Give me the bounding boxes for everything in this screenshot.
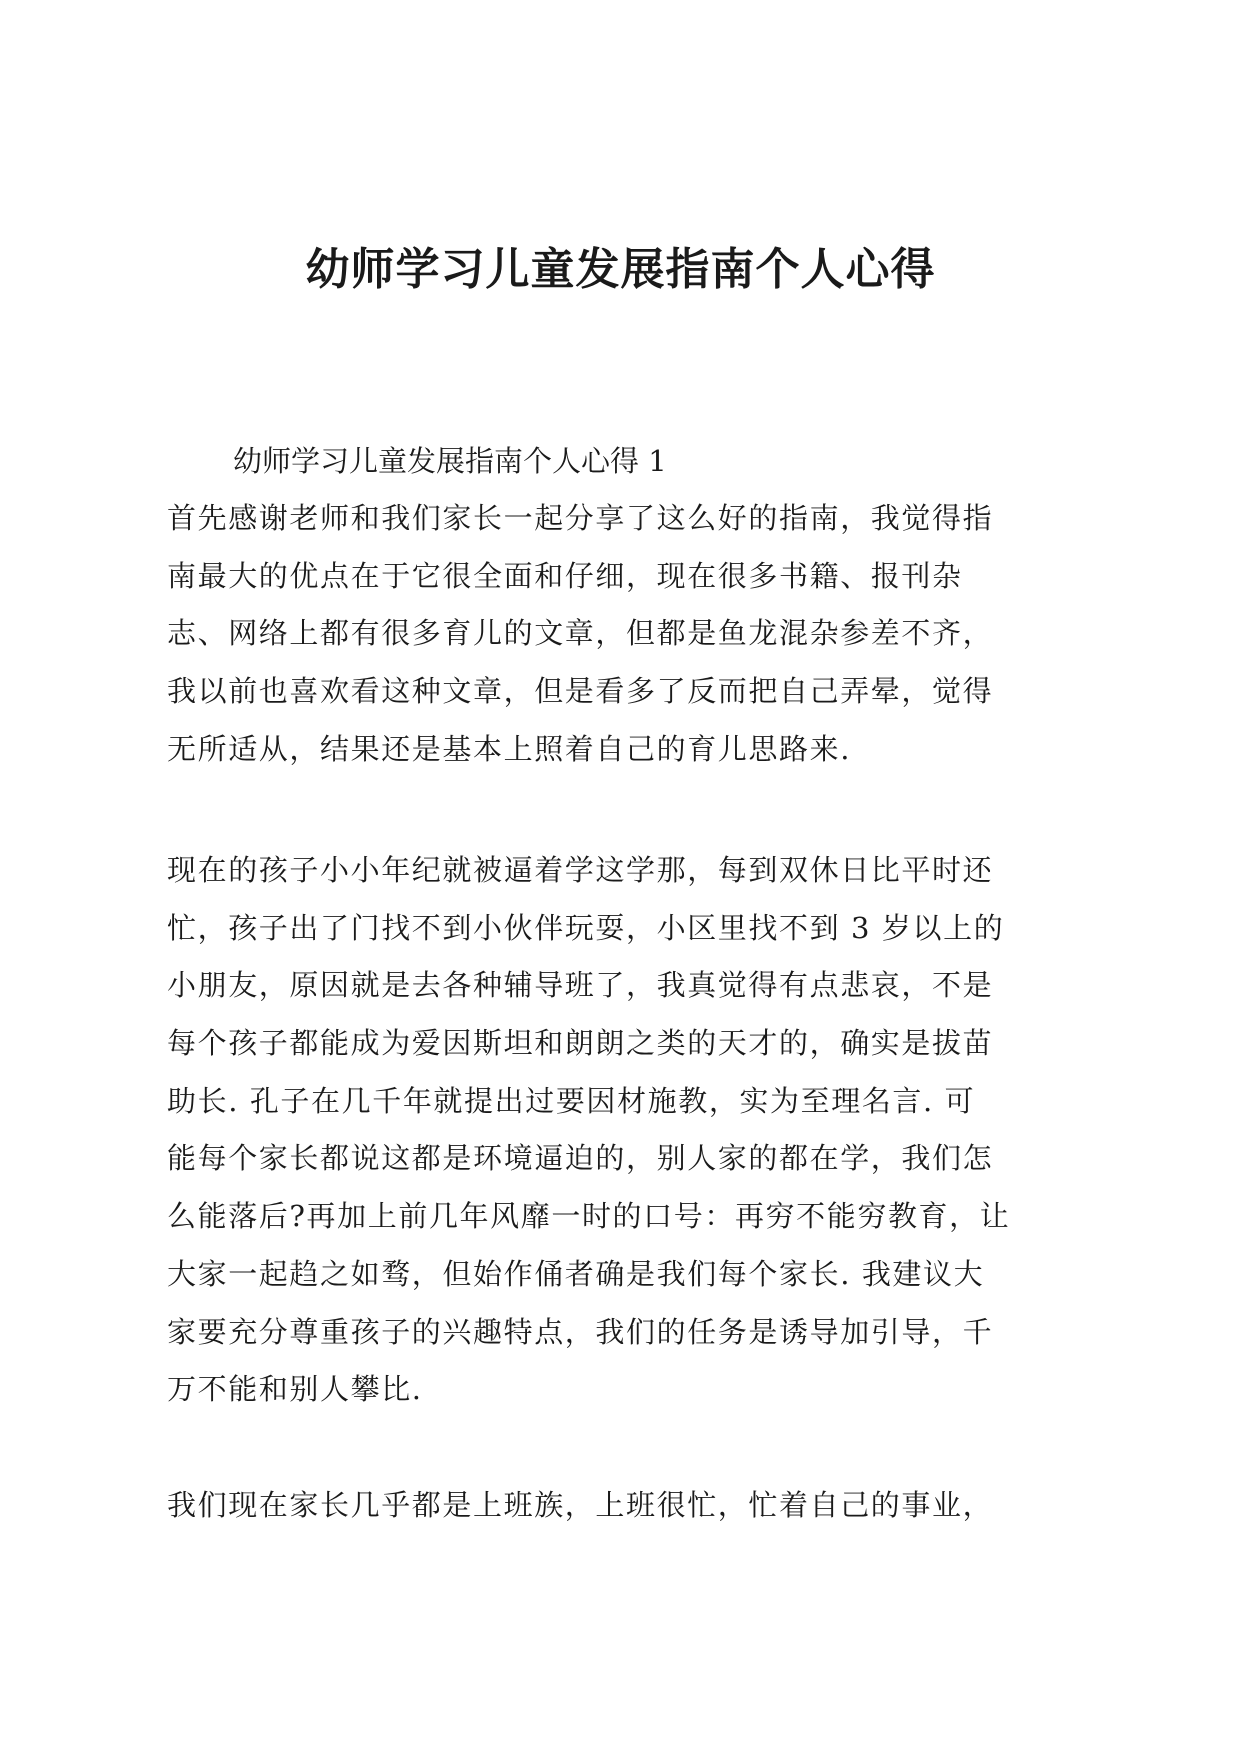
paragraph-line: 每个孩子都能成为爱因斯坦和朗朗之类的天才的，确实是拔苗 bbox=[167, 1026, 994, 1061]
document-title: 幼师学习儿童发展指南个人心得 bbox=[305, 244, 936, 295]
paragraph-line: 现在的孩子小小年纪就被逼着学这学那，每到双休日比平时还 bbox=[167, 853, 994, 887]
section-heading: 幼师学习儿童发展指南个人心得 1 bbox=[233, 444, 667, 478]
paragraph-1 bbox=[167, 490, 993, 778]
paragraph-line: 南最大的优点在于它很全面和仔细，现在很多书籍、报刊杂 bbox=[167, 558, 963, 593]
paragraph-line: 大家一起趋之如骛，但始作俑者确是我们每个家长. 我建议大 bbox=[167, 1256, 985, 1291]
paragraph-line: 首先感谢老师和我们家长一起分享了这么好的指南，我觉得指 bbox=[167, 501, 994, 535]
paragraph-line: 助长. 孔子在几千年就提出过要因材施教，实为至理名言. 可 bbox=[167, 1083, 976, 1118]
paragraph-line: 忙，孩子出了门找不到小伙伴玩耍，小区里找不到 3 岁以上的 bbox=[167, 910, 1005, 945]
paragraph-line: 万不能和别人攀比. bbox=[167, 1372, 423, 1407]
paragraph-line: 志、网络上都有很多育儿的文章，但都是鱼龙混杂参差不齐， bbox=[167, 616, 994, 651]
paragraph-line: 家要充分尊重孩子的兴趣特点，我们的任务是诱导加引导，千 bbox=[167, 1314, 994, 1349]
paragraph-line: 我们现在家长几乎都是上班族，上班很忙，忙着自己的事业， bbox=[167, 1488, 994, 1522]
paragraph-line: 小朋友，原因就是去各种辅导班了，我真觉得有点悲哀，不是 bbox=[167, 968, 994, 1003]
paragraph-line: 能每个家长都说这都是环境逼迫的，别人家的都在学，我们怎 bbox=[167, 1141, 994, 1176]
paragraph-line: 么能落后?再加上前几年风靡一时的口号：再穷不能穷教育，让 bbox=[167, 1199, 1011, 1234]
paragraph-line: 无所适从，结果还是基本上照着自己的育儿思路来. bbox=[167, 731, 852, 766]
paragraph-line: 我以前也喜欢看这种文章，但是看多了反而把自己弄晕，觉得 bbox=[167, 674, 994, 709]
paragraph-3 bbox=[167, 1477, 993, 1535]
paragraph-2 bbox=[167, 842, 1010, 1419]
